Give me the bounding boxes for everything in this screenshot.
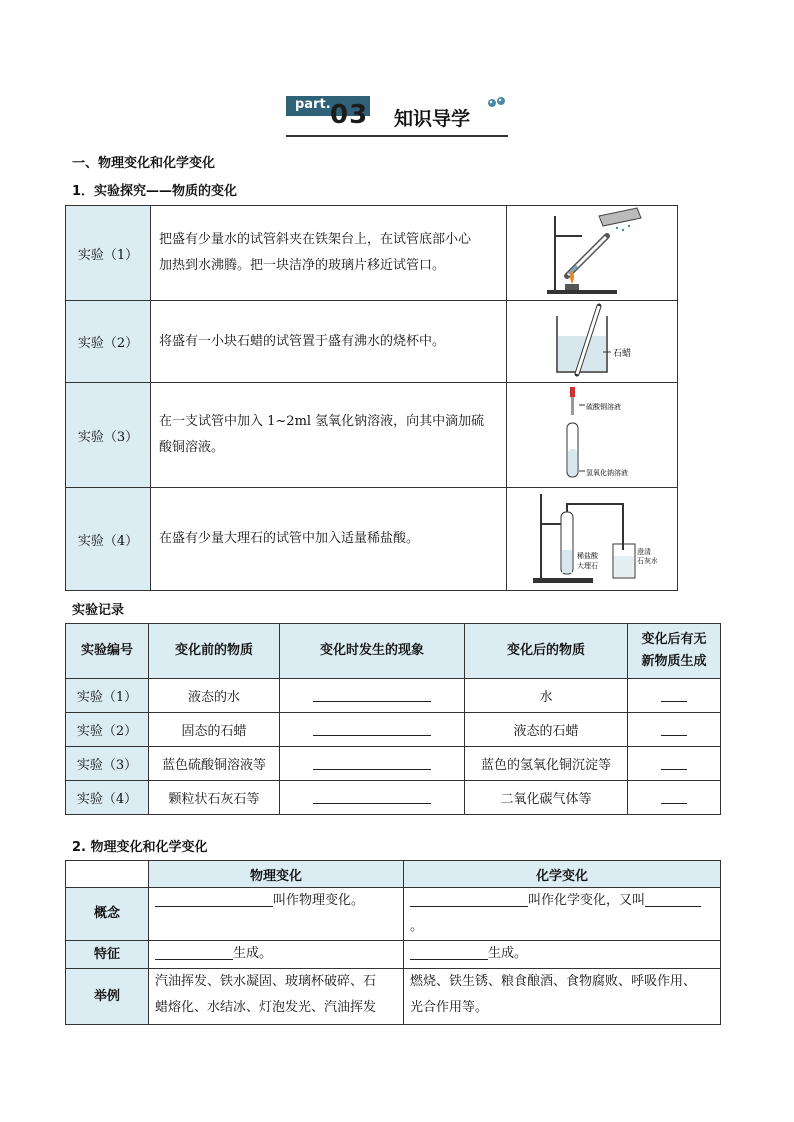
experiment-label: 实验（2） [66, 301, 151, 383]
experiment-row [66, 383, 678, 488]
table-row [66, 679, 721, 713]
before-cell: 颗粒状石灰石等 [149, 781, 280, 815]
heating-test-tube-illustration [537, 206, 647, 296]
new-substance-cell [628, 679, 721, 713]
experiments-table [65, 205, 678, 591]
column-header: 变化时发生的现象 [280, 624, 465, 679]
after-cell: 蓝色的氢氧化铜沉淀等 [465, 747, 628, 781]
column-header: 化学变化 [404, 861, 721, 888]
table-header-row [66, 861, 721, 888]
phenomenon-cell [280, 679, 465, 713]
part-label: part. [295, 97, 331, 112]
after-cell: 二氧化碳气体等 [465, 781, 628, 815]
cell-text: 生成。 [233, 946, 273, 961]
cell-text: 生成。 [488, 946, 528, 961]
cell-text: 叫作物理变化。 [273, 893, 365, 908]
blank-field[interactable] [661, 757, 687, 770]
experiment-image [507, 206, 678, 301]
column-header [628, 624, 721, 679]
cell-text: 。 [410, 919, 424, 934]
experiment-image [507, 301, 678, 383]
record-heading: 实验记录 [72, 603, 125, 618]
desc-line: 把盛有少量水的试管斜夹在铁架台上，在试管底部小心 [159, 232, 472, 247]
image-label: 石蜡 [613, 348, 632, 359]
after-cell: 液态的石蜡 [465, 713, 628, 747]
blank-field[interactable] [313, 791, 431, 804]
experiment-description [151, 383, 507, 488]
blank-field[interactable] [410, 947, 488, 960]
experiment-row [66, 206, 678, 301]
example-chemical [404, 969, 721, 1025]
column-header: 物理变化 [149, 861, 404, 888]
record-table [65, 623, 721, 815]
experiment-label: 实验（1） [66, 206, 151, 301]
image-label: 大理石 [577, 562, 598, 570]
image-label: 硫酸铜溶液 [586, 403, 621, 411]
section-banner [286, 96, 508, 138]
concept-physical [149, 888, 404, 941]
header-line: 新物质生成 [641, 654, 707, 669]
feature-chemical [404, 941, 721, 969]
table-row [66, 713, 721, 747]
comparison-table [65, 860, 721, 1025]
blank-field[interactable] [155, 894, 273, 907]
row-id: 实验（1） [66, 679, 149, 713]
phenomenon-cell [280, 713, 465, 747]
blank-field[interactable] [313, 723, 431, 736]
feature-physical [149, 941, 404, 969]
blank-field[interactable] [410, 894, 528, 907]
row-id: 实验（3） [66, 747, 149, 781]
before-cell: 液态的水 [149, 679, 280, 713]
after-cell: 水 [465, 679, 628, 713]
column-header: 变化前的物质 [149, 624, 280, 679]
new-substance-cell [628, 747, 721, 781]
experiment-description [151, 301, 507, 383]
row-id: 实验（4） [66, 781, 149, 815]
new-substance-cell [628, 781, 721, 815]
image-label: 石灰水 [637, 557, 657, 565]
blank-field[interactable] [645, 894, 701, 907]
cell-line: 蜡熔化、水结冰、灯泡发光、汽油挥发 [155, 1000, 377, 1015]
sub-heading: 1．实验探究——物质的变化 [72, 184, 238, 199]
example-physical [149, 969, 404, 1025]
desc-line: 在一支试管中加入 1~2ml 氢氧化钠溶液，向其中滴加硫 [159, 414, 485, 429]
blank-field[interactable] [661, 791, 687, 804]
experiment-image [507, 488, 678, 591]
row-label: 特征 [66, 941, 149, 969]
cell-line: 汽油挥发、铁水凝固、玻璃杯破碎、石 [155, 974, 377, 989]
corner-cell [66, 861, 149, 888]
experiment-row [66, 301, 678, 383]
table-row [66, 969, 721, 1025]
cell-line: 燃烧、铁生锈、粮食酿酒、食物腐败、呼吸作用、 [410, 974, 697, 989]
experiment-row [66, 488, 678, 591]
table-header-row [66, 624, 721, 679]
desc-line: 加热到水沸腾。把一块洁净的玻璃片移近试管口。 [159, 258, 446, 273]
marble-acid-apparatus-illustration [527, 488, 657, 586]
bubbles-icon [486, 96, 510, 110]
experiment-image [507, 383, 678, 488]
cell-line: 光合作用等。 [410, 1000, 489, 1015]
row-id: 实验（2） [66, 713, 149, 747]
concept-chemical [404, 888, 721, 941]
desc-line: 酸铜溶液。 [159, 440, 225, 455]
desc-line: 在盛有少量大理石的试管中加入适量稀盐酸。 [159, 531, 420, 546]
experiment-description [151, 488, 507, 591]
experiment-description [151, 206, 507, 301]
before-cell: 固态的石蜡 [149, 713, 280, 747]
image-label: 澄清 [637, 548, 651, 556]
phenomenon-cell [280, 747, 465, 781]
cell-text: 叫作化学变化，又叫 [528, 893, 646, 908]
beaker-paraffin-illustration [537, 302, 647, 378]
section2-heading: 2. 物理变化和化学变化 [72, 840, 208, 855]
blank-field[interactable] [155, 947, 233, 960]
table-row [66, 747, 721, 781]
blank-field[interactable] [661, 723, 687, 736]
table-row [66, 888, 721, 941]
column-header: 变化后的物质 [465, 624, 628, 679]
part-number: 03 [330, 100, 369, 130]
experiment-label: 实验（4） [66, 488, 151, 591]
table-row [66, 941, 721, 969]
banner-underline [286, 135, 508, 137]
image-label: 氢氧化钠溶液 [586, 469, 628, 477]
before-cell: 蓝色硫酸铜溶液等 [149, 747, 280, 781]
page-title: 知识导学 [394, 108, 471, 130]
experiment-label: 实验（3） [66, 383, 151, 488]
table-row [66, 781, 721, 815]
dropper-test-tube-illustration [537, 383, 647, 483]
column-header: 实验编号 [66, 624, 149, 679]
header-line: 变化后有无 [641, 632, 707, 647]
row-label: 概念 [66, 888, 149, 941]
blank-field[interactable] [313, 689, 431, 702]
row-label: 举例 [66, 969, 149, 1025]
section-heading: 一、物理变化和化学变化 [72, 156, 216, 171]
blank-field[interactable] [661, 689, 687, 702]
phenomenon-cell [280, 781, 465, 815]
desc-line: 将盛有一小块石蜡的试管置于盛有沸水的烧杯中。 [159, 333, 446, 349]
image-label: 稀盐酸 [577, 552, 598, 560]
blank-field[interactable] [313, 757, 431, 770]
new-substance-cell [628, 713, 721, 747]
